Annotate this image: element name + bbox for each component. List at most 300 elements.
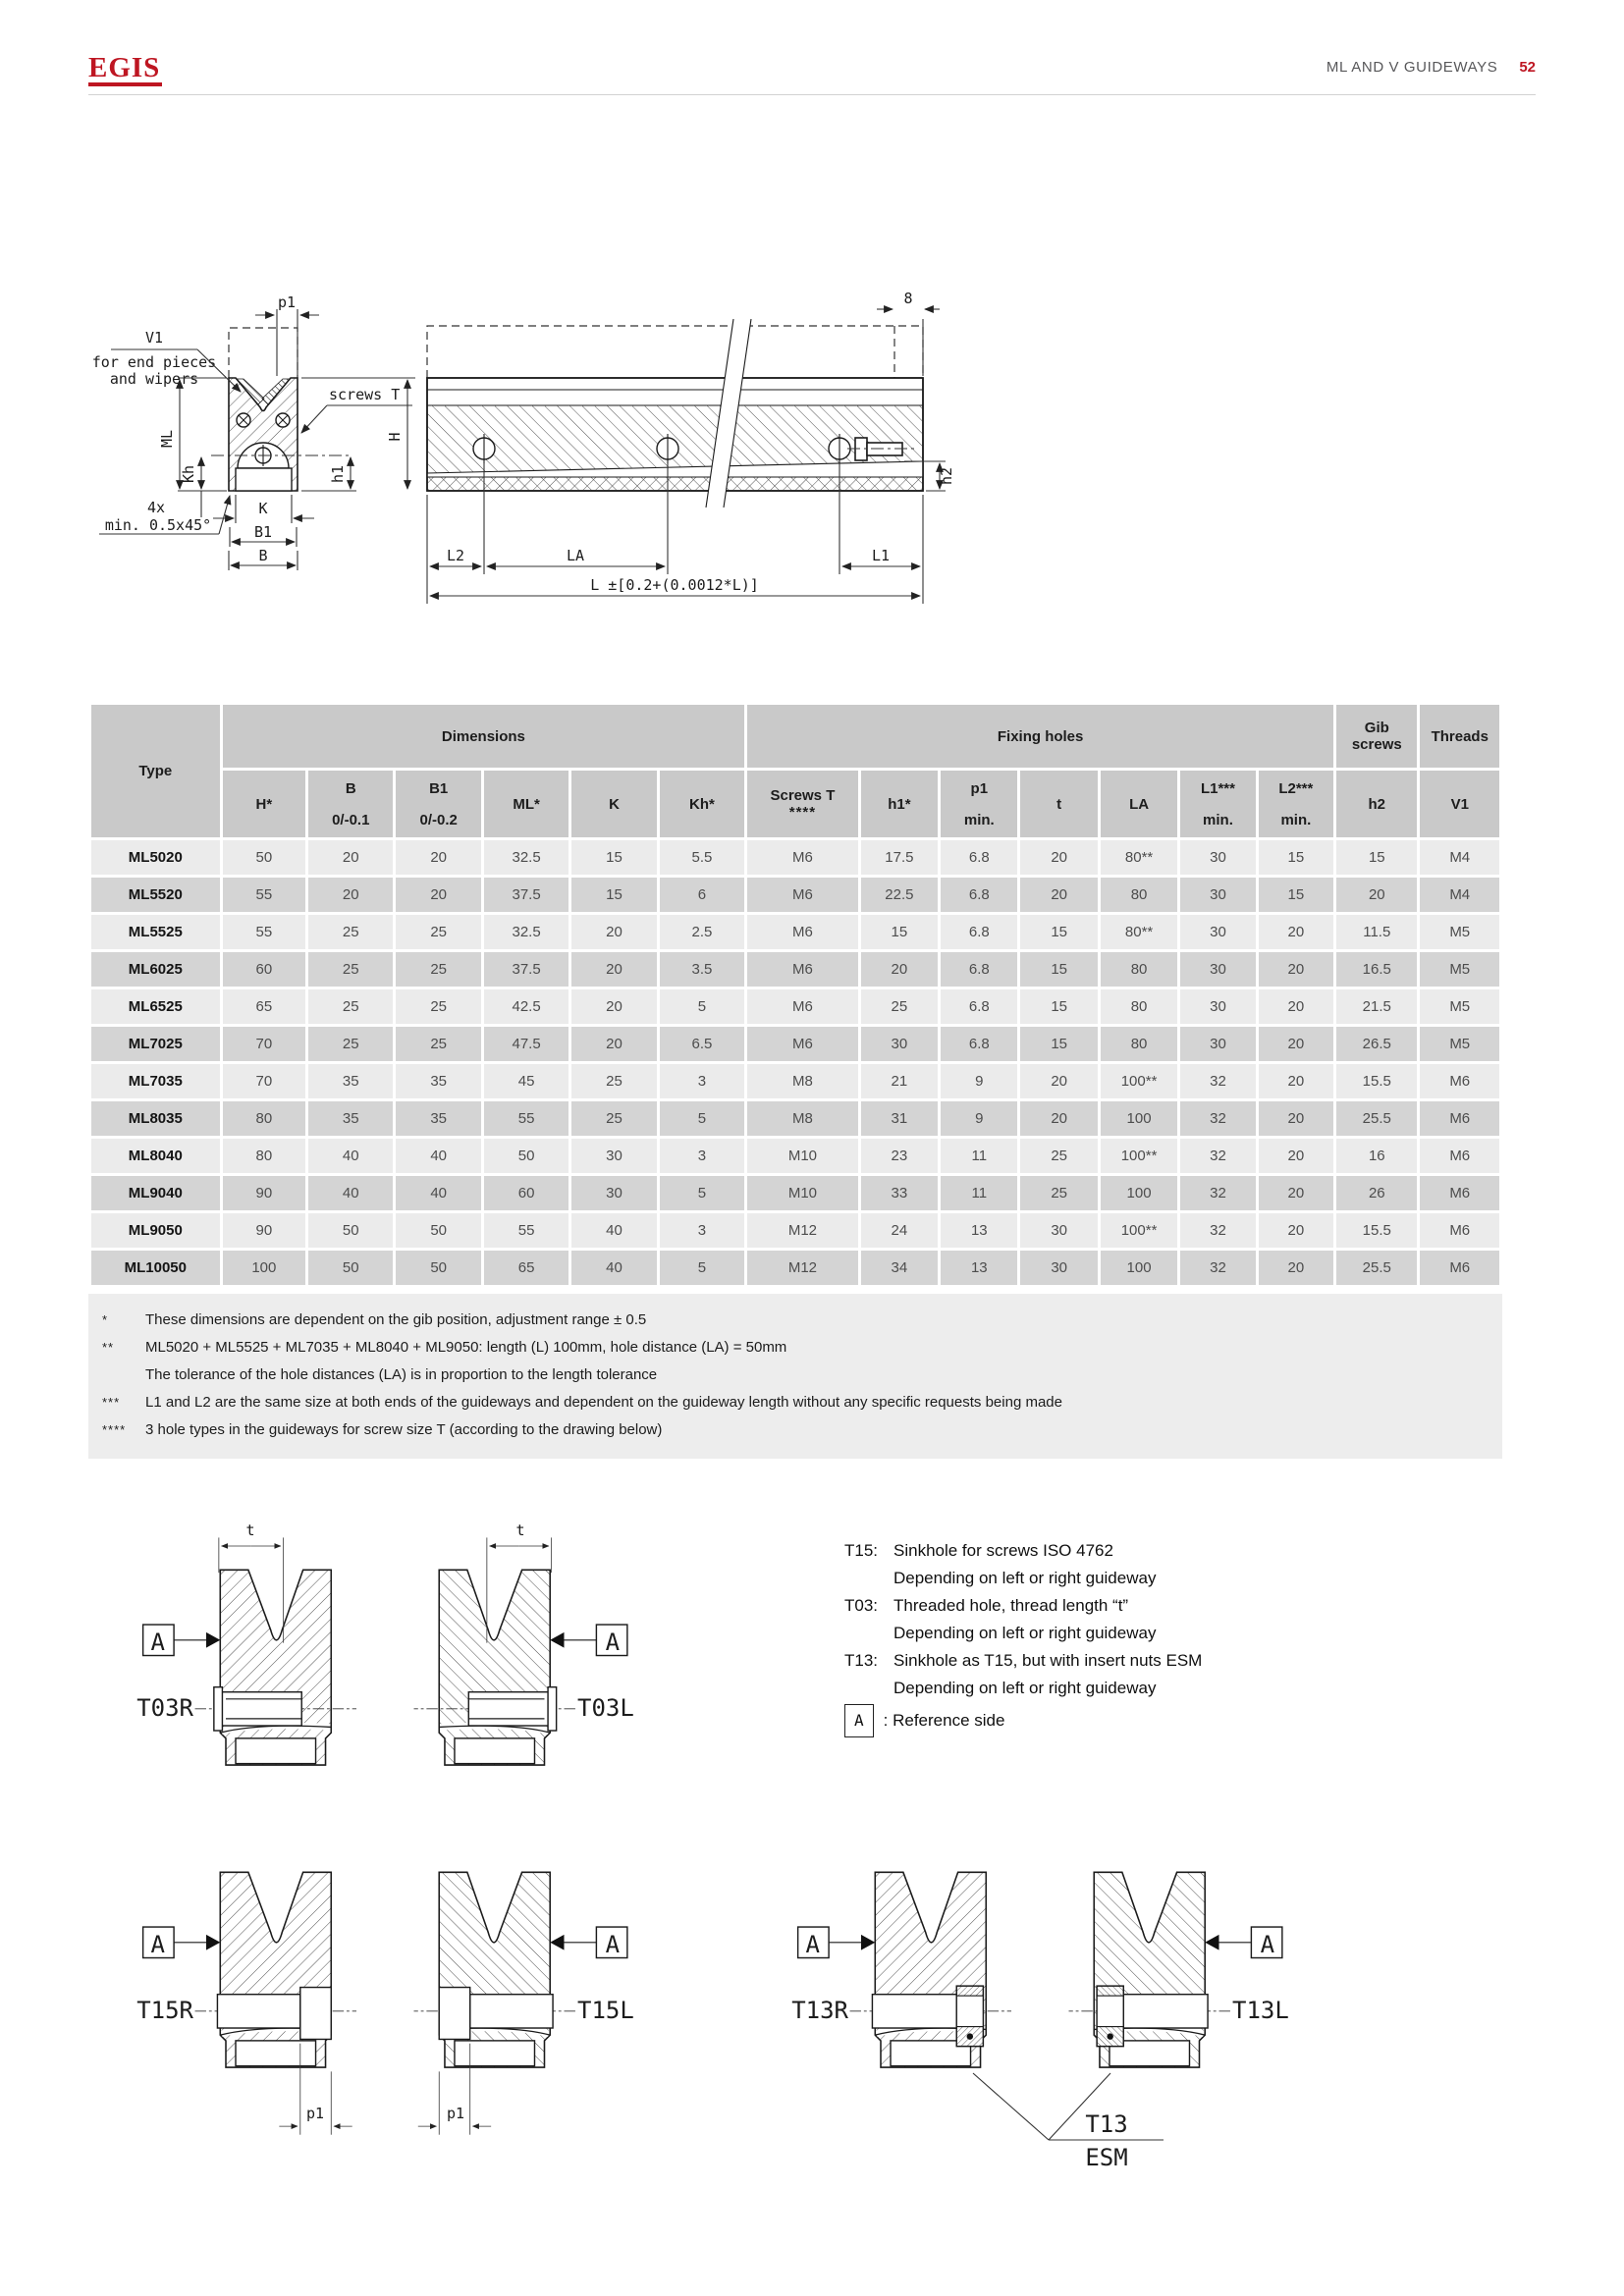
dim-ml-label: ML	[158, 429, 176, 449]
cell-h1: 20	[861, 952, 938, 987]
column-group-fixing-holes: Fixing holes	[747, 705, 1333, 768]
v1-callout-line3: and wipers	[109, 370, 199, 388]
cell-h2: 21.5	[1336, 989, 1417, 1024]
cell-p1: 11	[941, 1176, 1017, 1210]
cell-h2: 11.5	[1336, 915, 1417, 949]
cell-b1: 50	[396, 1213, 480, 1248]
cell-v1: M6	[1420, 1064, 1499, 1098]
dim-p1-label: p1	[277, 294, 297, 311]
cell-l2: 20	[1259, 1251, 1333, 1285]
cell-screws_t: M6	[747, 915, 858, 949]
cell-type: ML10050	[91, 1251, 220, 1285]
profile-label-t13r: T13R	[791, 1997, 848, 2024]
cell-la: 80	[1101, 878, 1177, 912]
cell-l1: 30	[1180, 878, 1255, 912]
cell-k: 15	[571, 840, 656, 875]
page-title: ML AND V GUIDEWAYS	[1326, 59, 1498, 76]
cell-ml: 55	[484, 1213, 568, 1248]
column-header-la: LA	[1101, 771, 1177, 837]
cell-h: 90	[223, 1176, 305, 1210]
cell-p1: 13	[941, 1251, 1017, 1285]
cell-ml: 32.5	[484, 915, 568, 949]
column-header-b1: B1 0/-0.2	[396, 771, 480, 837]
cell-h1: 31	[861, 1101, 938, 1136]
cell-p1: 6.8	[941, 878, 1017, 912]
cell-b: 20	[308, 840, 393, 875]
cell-l1: 30	[1180, 989, 1255, 1024]
dim-8-label: 8	[903, 290, 913, 307]
cell-type: ML5020	[91, 840, 220, 875]
a-reference-label: A	[150, 1931, 165, 1958]
cell-b1: 25	[396, 989, 480, 1024]
reference-side-text: : Reference side	[883, 1711, 1005, 1730]
cell-b1: 50	[396, 1251, 480, 1285]
cell-type: ML6525	[91, 989, 220, 1024]
cell-type: ML8035	[91, 1101, 220, 1136]
cell-h: 80	[223, 1101, 305, 1136]
cell-la: 100	[1101, 1251, 1177, 1285]
cell-b1: 25	[396, 1027, 480, 1061]
cell-ml: 37.5	[484, 878, 568, 912]
cell-ml: 55	[484, 1101, 568, 1136]
column-header-h2: h2	[1336, 771, 1417, 837]
footnote-text: 3 hole types in the guideways for screw size T (according to the drawing below)	[145, 1421, 663, 1438]
cell-p1: 11	[941, 1139, 1017, 1173]
cell-b1: 35	[396, 1064, 480, 1098]
cell-v1: M5	[1420, 952, 1499, 987]
cell-l1: 30	[1180, 915, 1255, 949]
cell-b1: 20	[396, 840, 480, 875]
footnote-marker: ***	[102, 1395, 121, 1410]
dim-p1-label: p1	[446, 2105, 465, 2122]
screws-t-callout: screws T	[329, 386, 401, 403]
cell-ml: 42.5	[484, 989, 568, 1024]
cell-v1: M6	[1420, 1213, 1499, 1248]
profile-label-t13l: T13L	[1232, 1997, 1289, 2024]
cell-h: 65	[223, 989, 305, 1024]
cell-type: ML9040	[91, 1176, 220, 1210]
cell-h1: 22.5	[861, 878, 938, 912]
table-row	[91, 1027, 1499, 1061]
cell-l2: 20	[1259, 1213, 1333, 1248]
cell-ml: 65	[484, 1251, 568, 1285]
cell-v1: M5	[1420, 989, 1499, 1024]
cell-t: 20	[1020, 878, 1097, 912]
cell-la: 80**	[1101, 840, 1177, 875]
cell-h2: 25.5	[1336, 1101, 1417, 1136]
cell-ml: 50	[484, 1139, 568, 1173]
cell-b: 35	[308, 1064, 393, 1098]
footnote-text: L1 and L2 are the same size at both ends of the guideways and dependent on the guideway length without any specific requests being made	[145, 1394, 1062, 1411]
cell-l2: 20	[1259, 1176, 1333, 1210]
footnote-marker: **	[102, 1340, 115, 1355]
cell-la: 80**	[1101, 915, 1177, 949]
legend-item-code: T15:	[844, 1541, 879, 1560]
legend-item-text: Threaded hole, thread length “t”	[893, 1596, 1129, 1615]
cell-h2: 16.5	[1336, 952, 1417, 987]
cell-kh: 3	[660, 1064, 744, 1098]
table-row	[91, 952, 1499, 987]
table-row	[91, 1064, 1499, 1098]
cell-l2: 20	[1259, 952, 1333, 987]
cell-t: 20	[1020, 1101, 1097, 1136]
cell-b: 35	[308, 1101, 393, 1136]
a-reference-label: A	[605, 1629, 621, 1656]
table-row	[91, 840, 1499, 875]
cell-screws_t: M10	[747, 1139, 858, 1173]
cell-k: 15	[571, 878, 656, 912]
cell-t: 15	[1020, 1027, 1097, 1061]
cell-k: 30	[571, 1176, 656, 1210]
a-reference-label: A	[805, 1931, 820, 1958]
a-reference-label: A	[605, 1931, 621, 1958]
cell-kh: 2.5	[660, 915, 744, 949]
cross-section-view	[92, 294, 415, 570]
cell-l2: 15	[1259, 840, 1333, 875]
cell-l2: 15	[1259, 878, 1333, 912]
cell-k: 30	[571, 1139, 656, 1173]
cell-kh: 5	[660, 1176, 744, 1210]
cell-l2: 20	[1259, 1101, 1333, 1136]
cell-k: 40	[571, 1213, 656, 1248]
cell-p1: 13	[941, 1213, 1017, 1248]
cell-k: 25	[571, 1101, 656, 1136]
cell-b: 50	[308, 1251, 393, 1285]
cell-l2: 20	[1259, 989, 1333, 1024]
profile-label-t15r: T15R	[136, 1997, 193, 2024]
column-group-type: Type	[91, 705, 220, 837]
column-group-threads: Threads	[1420, 705, 1499, 768]
t13-callout-esm: ESM	[1085, 2144, 1128, 2171]
cell-k: 40	[571, 1251, 656, 1285]
cell-t: 30	[1020, 1251, 1097, 1285]
cell-l2: 20	[1259, 1027, 1333, 1061]
cell-p1: 6.8	[941, 1027, 1017, 1061]
cell-h: 55	[223, 915, 305, 949]
cell-kh: 5	[660, 1101, 744, 1136]
column-group-dimensions: Dimensions	[223, 705, 745, 768]
cell-h2: 15	[1336, 840, 1417, 875]
v1-callout-line2: for end pieces	[91, 353, 217, 371]
cell-la: 80	[1101, 1027, 1177, 1061]
cell-screws_t: M12	[747, 1251, 858, 1285]
legend-item-code: T13:	[844, 1651, 879, 1670]
cell-h: 70	[223, 1027, 305, 1061]
cell-h: 60	[223, 952, 305, 987]
cell-p1: 6.8	[941, 840, 1017, 875]
footnote-text: ML5020 + ML5525 + ML7035 + ML8040 + ML9050: length (L) 100mm, hole distance (LA) = 50mm	[145, 1339, 787, 1356]
cell-k: 20	[571, 915, 656, 949]
cell-screws_t: M6	[747, 989, 858, 1024]
cell-screws_t: M12	[747, 1213, 858, 1248]
cell-v1: M6	[1420, 1139, 1499, 1173]
cell-t: 20	[1020, 1064, 1097, 1098]
cell-t: 25	[1020, 1176, 1097, 1210]
cell-la: 100**	[1101, 1213, 1177, 1248]
table-row	[91, 1251, 1499, 1285]
cell-v1: M6	[1420, 1101, 1499, 1136]
cell-t: 25	[1020, 1139, 1097, 1173]
cell-la: 100**	[1101, 1064, 1177, 1098]
cell-l2: 20	[1259, 915, 1333, 949]
cell-type: ML7035	[91, 1064, 220, 1098]
cell-screws_t: M6	[747, 952, 858, 987]
cell-b: 25	[308, 952, 393, 987]
table-row	[91, 878, 1499, 912]
cell-h1: 30	[861, 1027, 938, 1061]
column-header-screws_t: Screws T ****	[747, 771, 858, 837]
dim-t-label: t	[515, 1522, 525, 1539]
cell-screws_t: M8	[747, 1064, 858, 1098]
legend-item-text: Sinkhole for screws ISO 4762	[893, 1541, 1113, 1560]
cell-b1: 25	[396, 952, 480, 987]
column-header-t: t	[1020, 771, 1097, 837]
cell-ml: 47.5	[484, 1027, 568, 1061]
column-header-l2: L2*** min.	[1259, 771, 1333, 837]
legend-item-subtext: Depending on left or right guideway	[893, 1569, 1157, 1587]
dim-l-formula: L ±[0.2+(0.0012*L)]	[590, 576, 759, 594]
profile-t15l	[414, 1872, 634, 2134]
cell-p1: 9	[941, 1101, 1017, 1136]
column-group-gib-screws: Gib screws	[1336, 705, 1417, 768]
cell-l1: 32	[1180, 1251, 1255, 1285]
cell-screws_t: M6	[747, 840, 858, 875]
t13-esm-callout	[973, 2073, 1164, 2171]
cell-h1: 23	[861, 1139, 938, 1173]
cell-h: 100	[223, 1251, 305, 1285]
profile-t13r	[791, 1872, 1011, 2067]
footnote	[88, 1362, 1502, 1389]
footnote	[88, 1389, 1502, 1416]
profile-t15r	[136, 1872, 356, 2134]
dim-kh-label: Kh	[180, 464, 197, 484]
footnote	[88, 1307, 1502, 1334]
legend-item-subtext: Depending on left or right guideway	[893, 1624, 1157, 1642]
cell-type: ML6025	[91, 952, 220, 987]
cell-h2: 15.5	[1336, 1064, 1417, 1098]
cell-screws_t: M6	[747, 1027, 858, 1061]
dim-la-label: LA	[566, 547, 585, 564]
egis-logo: EGIS	[88, 53, 162, 86]
footnote-text: These dimensions are dependent on the gib position, adjustment range ± 0.5	[145, 1311, 647, 1328]
table-row	[91, 1213, 1499, 1248]
column-header-k: K	[571, 771, 656, 837]
cell-ml: 45	[484, 1064, 568, 1098]
cell-kh: 3	[660, 1213, 744, 1248]
page-header	[0, 59, 1536, 77]
cell-ml: 60	[484, 1176, 568, 1210]
cell-h2: 20	[1336, 878, 1417, 912]
cell-h: 90	[223, 1213, 305, 1248]
hole-type-drawings	[83, 1512, 1394, 2198]
cell-l2: 20	[1259, 1064, 1333, 1098]
profile-t13l	[1069, 1872, 1289, 2067]
column-header-kh: Kh*	[660, 771, 744, 837]
dim-h2-label: h2	[938, 466, 955, 486]
cell-t: 15	[1020, 989, 1097, 1024]
legend-item-code: T03:	[844, 1596, 879, 1615]
cell-l1: 30	[1180, 1027, 1255, 1061]
cell-l1: 32	[1180, 1176, 1255, 1210]
cell-h1: 15	[861, 915, 938, 949]
legend-item-text: Sinkhole as T15, but with insert nuts ESM	[893, 1651, 1203, 1670]
cell-b: 25	[308, 989, 393, 1024]
cell-p1: 6.8	[941, 989, 1017, 1024]
cell-p1: 9	[941, 1064, 1017, 1098]
cell-l2: 20	[1259, 1139, 1333, 1173]
dim-l1-label: L1	[871, 547, 891, 564]
cell-ml: 37.5	[484, 952, 568, 987]
table-row	[91, 1101, 1499, 1136]
cell-b: 50	[308, 1213, 393, 1248]
cell-b1: 40	[396, 1176, 480, 1210]
dim-k-label: K	[258, 500, 268, 517]
column-header-ml: ML*	[484, 771, 568, 837]
cell-type: ML5525	[91, 915, 220, 949]
dim-h1-label: h1	[329, 464, 347, 484]
cell-kh: 6	[660, 878, 744, 912]
cell-l1: 32	[1180, 1139, 1255, 1173]
cell-h2: 15.5	[1336, 1213, 1417, 1248]
column-header-h: H*	[223, 771, 305, 837]
cell-h: 55	[223, 878, 305, 912]
footnote-marker: *	[102, 1312, 109, 1327]
profile-label-t03r: T03R	[136, 1694, 193, 1722]
cell-b: 40	[308, 1176, 393, 1210]
footnote-text: The tolerance of the hole distances (LA) is in proportion to the length tolerance	[145, 1366, 658, 1383]
table-row	[91, 1176, 1499, 1210]
cell-h1: 33	[861, 1176, 938, 1210]
footnote	[88, 1416, 1502, 1444]
profile-label-t03l: T03L	[577, 1694, 634, 1722]
cell-screws_t: M10	[747, 1176, 858, 1210]
chamfer-note-line1: 4x	[146, 499, 166, 516]
cell-ml: 32.5	[484, 840, 568, 875]
column-header-b: B 0/-0.1	[308, 771, 393, 837]
profile-label-t15l: T15L	[577, 1997, 634, 2024]
table-row	[91, 989, 1499, 1024]
column-header-h1: h1*	[861, 771, 938, 837]
a-reference-label: A	[150, 1629, 165, 1656]
dim-l2-label: L2	[446, 547, 465, 564]
cell-l1: 30	[1180, 840, 1255, 875]
page-number: 52	[1519, 59, 1536, 76]
footnote-marker: ****	[102, 1422, 127, 1437]
cell-t: 15	[1020, 952, 1097, 987]
cell-k: 20	[571, 952, 656, 987]
dim-t-label: t	[245, 1522, 255, 1539]
cell-la: 80	[1101, 952, 1177, 987]
dimensions-table	[88, 702, 1502, 1288]
column-header-v1: V1	[1420, 771, 1499, 837]
cell-kh: 5	[660, 1251, 744, 1285]
cell-kh: 5	[660, 989, 744, 1024]
dim-b1-label: B1	[253, 523, 273, 541]
cell-t: 20	[1020, 840, 1097, 875]
cell-k: 25	[571, 1064, 656, 1098]
cell-la: 100	[1101, 1176, 1177, 1210]
cell-b1: 40	[396, 1139, 480, 1173]
footnote	[88, 1334, 1502, 1362]
table-row	[91, 915, 1499, 949]
cell-h2: 25.5	[1336, 1251, 1417, 1285]
cell-l1: 30	[1180, 952, 1255, 987]
cell-kh: 3.5	[660, 952, 744, 987]
column-header-l1: L1*** min.	[1180, 771, 1255, 837]
cell-b: 25	[308, 1027, 393, 1061]
cell-h1: 21	[861, 1064, 938, 1098]
cell-type: ML5520	[91, 878, 220, 912]
cell-p1: 6.8	[941, 915, 1017, 949]
cell-b1: 25	[396, 915, 480, 949]
header-divider	[88, 94, 1536, 95]
chamfer-note-line2: min. 0.5x45°	[104, 516, 212, 534]
profile-t03l	[414, 1522, 634, 1765]
t13-callout-code: T13	[1085, 2110, 1128, 2138]
footnotes-panel	[88, 1294, 1502, 1459]
cell-b: 40	[308, 1139, 393, 1173]
cell-h1: 17.5	[861, 840, 938, 875]
cell-h: 50	[223, 840, 305, 875]
cell-h: 70	[223, 1064, 305, 1098]
cell-b1: 35	[396, 1101, 480, 1136]
cell-v1: M6	[1420, 1251, 1499, 1285]
cell-h1: 24	[861, 1213, 938, 1248]
cell-k: 20	[571, 989, 656, 1024]
cell-v1: M4	[1420, 878, 1499, 912]
cell-la: 80	[1101, 989, 1177, 1024]
dim-p1-label: p1	[305, 2105, 325, 2122]
column-header-p1: p1 min.	[941, 771, 1017, 837]
cell-kh: 6.5	[660, 1027, 744, 1061]
cell-h1: 25	[861, 989, 938, 1024]
table-row	[91, 1139, 1499, 1173]
dim-h-label: H	[386, 432, 404, 442]
cell-h2: 26	[1336, 1176, 1417, 1210]
legend-item-subtext: Depending on left or right guideway	[893, 1679, 1157, 1697]
cell-t: 15	[1020, 915, 1097, 949]
a-reference-label: A	[1260, 1931, 1275, 1958]
cell-type: ML8040	[91, 1139, 220, 1173]
dim-b-label: B	[258, 547, 268, 564]
cell-screws_t: M8	[747, 1101, 858, 1136]
cell-l1: 32	[1180, 1064, 1255, 1098]
cell-v1: M5	[1420, 915, 1499, 949]
v1-callout: V1	[144, 329, 164, 347]
cell-kh: 3	[660, 1139, 744, 1173]
cell-b: 20	[308, 878, 393, 912]
side-view	[427, 290, 955, 604]
cell-h1: 34	[861, 1251, 938, 1285]
cell-la: 100	[1101, 1101, 1177, 1136]
cell-v1: M6	[1420, 1176, 1499, 1210]
cell-la: 100**	[1101, 1139, 1177, 1173]
reference-side-box: A	[844, 1704, 874, 1737]
profile-t03r	[136, 1522, 356, 1765]
cell-screws_t: M6	[747, 878, 858, 912]
guideway-technical-drawing	[93, 280, 977, 618]
cell-h: 80	[223, 1139, 305, 1173]
cell-l1: 32	[1180, 1213, 1255, 1248]
cell-h2: 16	[1336, 1139, 1417, 1173]
cell-type: ML9050	[91, 1213, 220, 1248]
cell-k: 20	[571, 1027, 656, 1061]
cell-type: ML7025	[91, 1027, 220, 1061]
cell-kh: 5.5	[660, 840, 744, 875]
cell-b1: 20	[396, 878, 480, 912]
cell-v1: M5	[1420, 1027, 1499, 1061]
cell-t: 30	[1020, 1213, 1097, 1248]
